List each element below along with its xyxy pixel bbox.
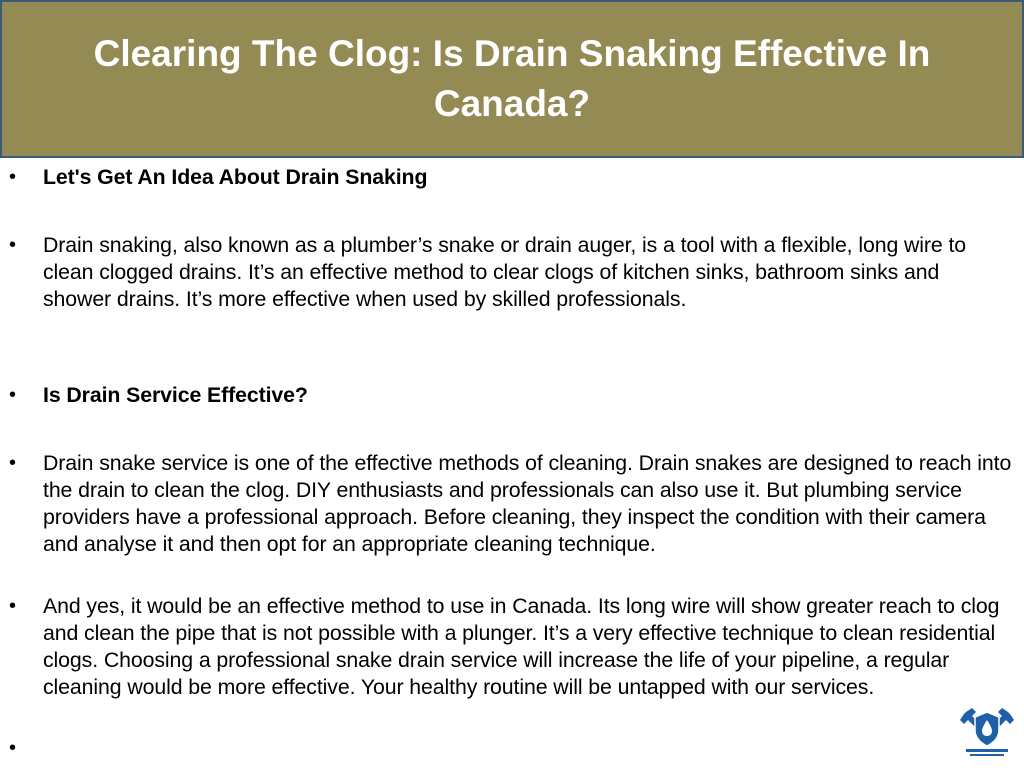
bullet-dot: • — [9, 737, 17, 759]
bullet-paragraph: Drain snake service is one of the effective methods of cleaning. Drain snakes are designed to reach into the drain to clean the clog. DIY enthusiasts and professionals can also use it. But plumbing service providers have a professional approach. Before cleaning, they inspect the condition with their camera and analyse it and then opt for an appropriate cleaning technique. — [43, 451, 1012, 556]
plumbing-logo-icon — [958, 702, 1016, 760]
bullet-dot: • — [9, 384, 17, 406]
title-bar — [0, 0, 1024, 158]
bullet-dot: • — [9, 452, 17, 474]
bullet-dot: • — [9, 595, 17, 617]
slide-title: Clearing The Clog: Is Drain Snaking Effective In Canada? — [93, 33, 931, 124]
bullet-list — [0, 160, 1024, 768]
bullet-heading: Let's Get An Idea About Drain Snaking — [43, 165, 428, 189]
bullet-dot: • — [9, 166, 17, 188]
bullet-paragraph: And yes, it would be an effective method to use in Canada. Its long wire will show greater reach to clog and clean the pipe that is not possible with a plunger. It’s a very effective technique to clean residential clogs. Choosing a professional snake drain service will increase the life of your pipeline, a regular cleaning would be more effective. Your healthy routine will be untapped with our services. — [43, 594, 1000, 699]
bullet-heading: Is Drain Service Effective? — [43, 383, 308, 407]
bullet-paragraph: Drain snaking, also known as a plumber’s snake or drain auger, is a tool with a flexible, long wire to clean clogged drains. It’s an effective method to clear clogs of kitchen sinks, bathroom sinks and shower drains. It’s more effective when used by skilled professionals. — [43, 233, 967, 311]
bullet-dot: • — [9, 234, 17, 256]
